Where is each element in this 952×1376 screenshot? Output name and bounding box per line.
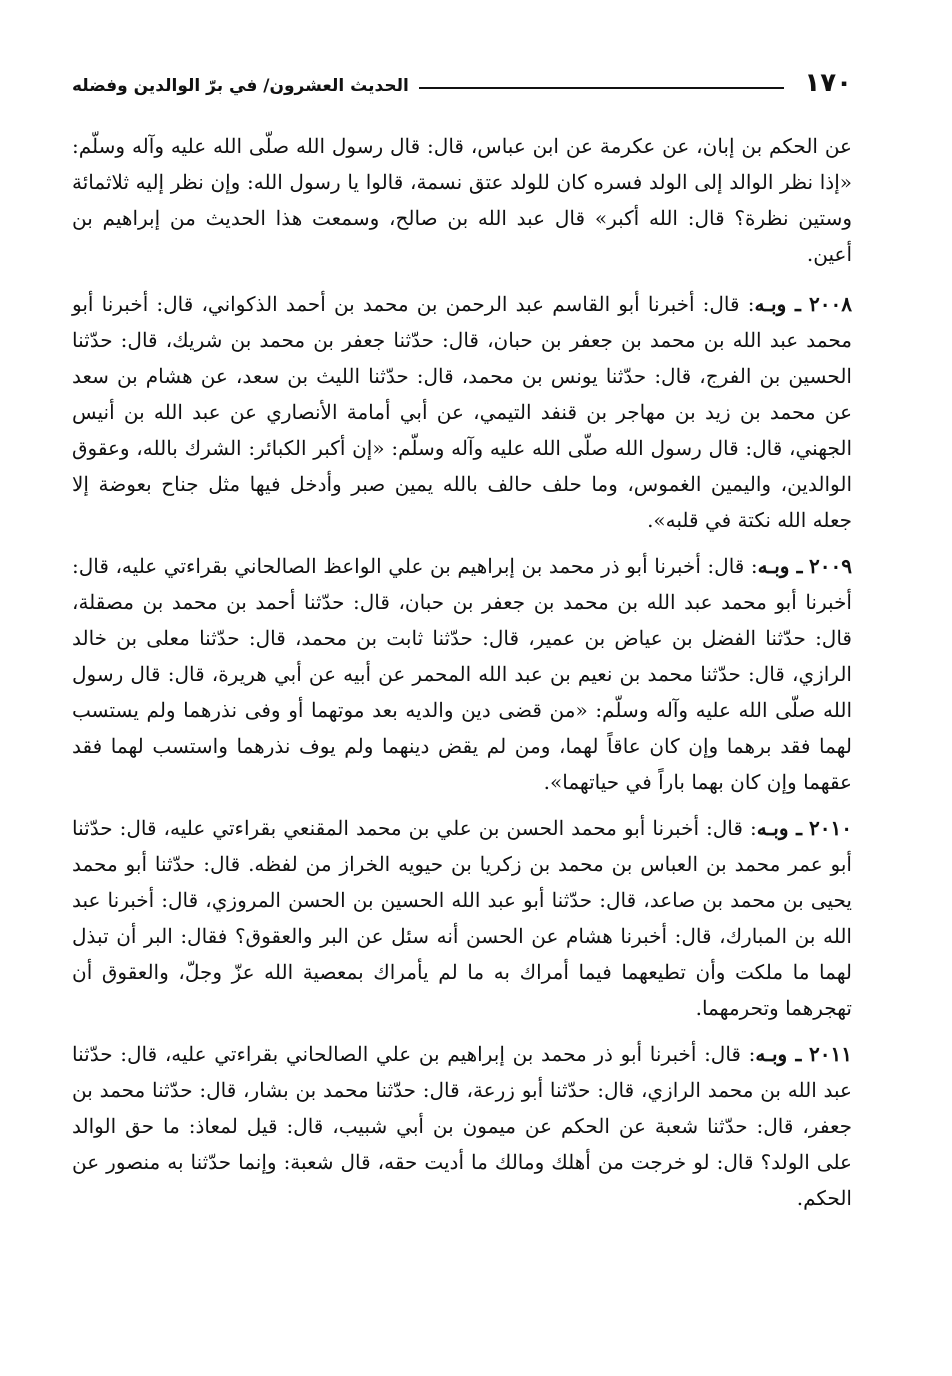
hadith-number: ٢٠٠٩	[809, 554, 852, 578]
hadith-marker: ـ وبـه	[757, 554, 803, 578]
hadith-number: ٢٠١١	[809, 1042, 852, 1066]
running-title: الحديث العشرون/ في برّ الوالدين وفضله	[72, 76, 409, 96]
running-header	[72, 54, 852, 98]
hadith-text: : قال: أخبرنا أبو ذر محمد بن إبراهيم بن علي الواعظ الصالحاني بقراءتي عليه، قال: أخبرنا أبو محمد عبد الله بن محمد بن جعفر بن حبان، قال: حدّثنا أحمد بن محمد بن مصقلة، قال: حدّثنا الفضل بن عياض بن عمير، قال: حدّثنا ثابت بن محمد، قال: حدّثنا معلى بن خالد الرازي، قال: حدّثنا محمد بن نعيم بن عبد الله المحمر عن أبيه عن أبي هريرة، قال: قال رسول الله صلّى الله عليه وآله وسلّم: «من قضى دين والديه بعد موتهما أو وفى نذرهما ولم يستسب لهما فقد برهما وإن كان عاقاً لهما، ومن لم يقض دينهما ولم يوف نذرهما واستسب لهما فقد عقهما وإن كان بهما باراً في حياتهما».	[72, 554, 852, 794]
hadith-text: : قال: أخبرنا أبو القاسم عبد الرحمن بن محمد بن أحمد الذكواني، قال: أخبرنا أبو محمد عبد الله بن محمد بن جعفر بن حبان، قال: حدّثنا جعفر بن محمد بن شريك، قال: حدّثنا الحسين بن الفرج، قال: حدّثنا يونس بن محمد، قال: حدّثنا الليث بن سعد، عن هشام بن سعد عن محمد بن زيد بن مهاجر بن قنفد التيمي، عن أبي أمامة الأنصاري عن عبد الله بن أنيس الجهني، قال: قال رسول الله صلّى الله عليه وآله وسلّم: «إن أكبر الكبائر: الشرك بالله، وعقوق الوالدين، واليمين الغموس، وما حلف حالف بالله يمين صبر وأدخل فيها مثل جناح بعوضة إلا جعله الله نكتة في قلبه».	[72, 292, 852, 532]
hadith-2011	[72, 1036, 852, 1216]
body-text	[72, 128, 852, 1216]
hadith-text: : قال: أخبرنا أبو ذر محمد بن إبراهيم بن علي الصالحاني بقراءتي عليه، قال: حدّثنا عبد الله بن محمد الرازي، قال: حدّثنا أبو زرعة، قال: حدّثنا محمد بن بشار، قال: حدّثنا محمد بن جعفر، قال: حدّثنا شعبة عن الحكم عن ميمون بن أبي شبيب، قال: قيل لمعاذ: ما حق الوالد على الولد؟ قال: لو خرجت من أهلك ومالك ما أديت حقه، قال شعبة: وإنما حدّثنا به منصور عن الحكم.	[72, 1042, 852, 1210]
hadith-marker: ـ وبـه	[755, 1042, 802, 1066]
hadith-2008	[72, 286, 852, 538]
hadith-marker: ـ وبـه	[754, 292, 801, 316]
header-rule	[419, 87, 785, 89]
paragraph-text: عن الحكم بن إبان، عن عكرمة عن ابن عباس، قال: قال رسول الله صلّى الله عليه وآله وسلّم: «إذا نظر الوالد إلى الولد فسره كان للولد عتق نسمة، قالوا يا رسول الله: وإن نظر إليه ثلاثمائة وستين نظرة؟ قال: الله أكبر» قال عبد الله بن صالح، وسمعت هذا الحديث من إبراهيم بن أعين.	[72, 134, 852, 266]
hadith-2009	[72, 548, 852, 800]
hadith-marker: ـ وبـه	[756, 816, 802, 840]
page-number: ١٧٠	[804, 68, 852, 98]
book-page	[72, 54, 852, 1226]
paragraph-intro	[72, 128, 852, 272]
hadith-number: ٢٠١٠	[809, 816, 852, 840]
hadith-2010	[72, 810, 852, 1026]
hadith-text: : قال: أخبرنا أبو محمد الحسن بن علي بن محمد المقنعي بقراءتي عليه، قال: حدّثنا أبو عمر محمد بن العباس بن محمد بن زكريا بن حيويه الخراز من لفظه. قال: حدّثنا أبو محمد يحيى بن محمد بن صاعد، قال: حدّثنا أبو عبد الله الحسين بن الحسن المروزي، قال: أخبرنا عبد الله بن المبارك، قال: أخبرنا هشام عن الحسن أنه سئل عن البر والعقوق؟ فقال: البر أن تبذل لهما ما ملكت وأن تطيعهما فيما أمراك به ما لم يأمراك بمعصية الله عزّ وجلّ، والعقوق أن تهجرهما وتحرمهما.	[72, 816, 852, 1020]
hadith-number: ٢٠٠٨	[809, 292, 852, 316]
